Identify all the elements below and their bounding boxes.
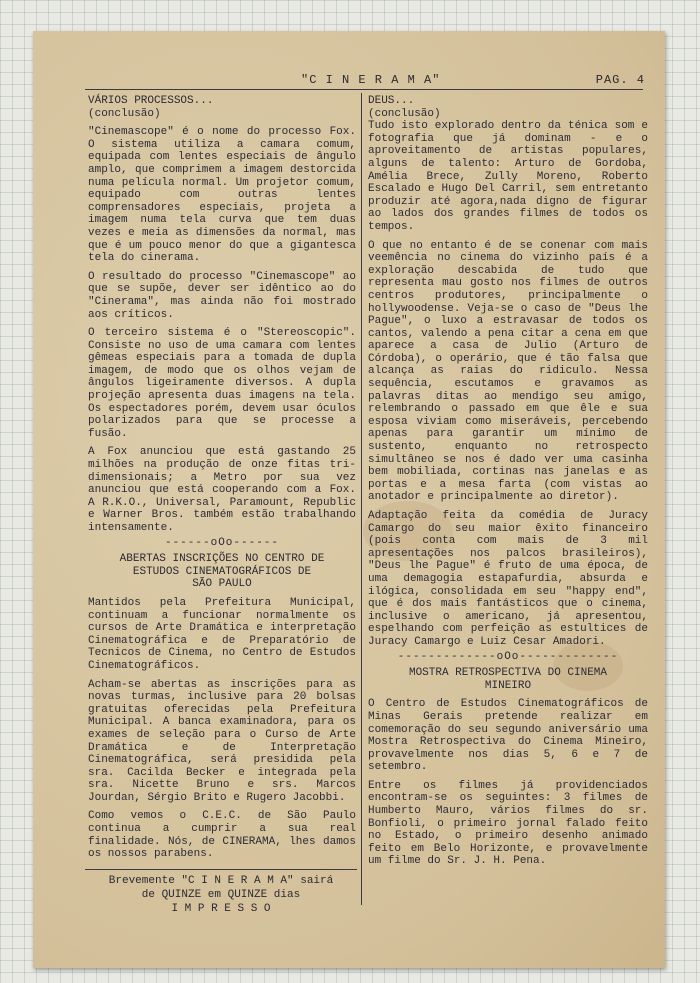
paragraph: O Centro de Estudos Cinematográficos de Minas Gerais pretende realizar em comemoração do seu segundo aniversário uma Mostra Retrospectiva do Cinema Mineiro, provavelmente nos dias 5, 6 e 7 de setembro. xyxy=(368,698,648,774)
right-column xyxy=(368,95,648,868)
article-subheading: (conclusão) xyxy=(368,107,441,120)
paragraph: Entre os filmes já providenciados encontram-se os seguintes: 3 filmes de Humberto Mauro, vários filmes do sr. Bonfioli, o primeiro jornal falado feito no Estado, o primeiro desenho animado feito em Belo Horizonte, e provavelmente um filme do Sr. J. H. Pena. xyxy=(368,779,648,868)
paragraph: Adaptação feita da comédia de Juracy Camargo do seu maior êxito financeiro (pois conta com mais de 3 mil apresentações nos palcos brasileiros), "Deus lhe Pague" é fruto de uma época, de uma demagogia estapafurdia, absurda e ilógica, consolidada em seu "happy end", que é dos mais fantásticos que o cinema, inclusive o americano, já apresentou, espelhando com perfeição as estultices de Juracy Camargo e Luiz Cesar Amadori. xyxy=(368,510,648,648)
footer-line: I M P R E S S O xyxy=(171,903,271,915)
newsletter-title: "C I N E R A M A" xyxy=(301,73,441,87)
article-heading xyxy=(368,667,648,692)
paragraph: Como vemos o C.E.C. de São Paulo continua a cumprir a sua real finalidade. Nós, de CINERAMA, lhes damos os nossos parabens. xyxy=(88,810,356,861)
newsletter-page xyxy=(33,31,665,968)
announcement-footer xyxy=(85,874,357,916)
heading-line: MINEIRO xyxy=(484,679,532,692)
separator: -------------oOo------------- xyxy=(397,650,619,663)
paragraph: A Fox anunciou que está gastando 25 milhões na produção de onze fitas tri-dimensionais; a Metro por sua vez anunciou que está cooperando com a Fox. A R.K.O., Universal, Paramount, Republic e Warner Bros. também estão trabalhando intensamente. xyxy=(88,446,356,534)
article-heading: DEUS... xyxy=(368,95,415,107)
article-heading xyxy=(88,553,356,591)
paragraph: Acham-se abertas as inscrições para as novas turmas, inclusive para 20 bolsas gratuitas oferecidas pela Prefeitura Municipal. A banca examinadora, para os exames de seleção para o Curso de Arte Dramática e de Interpretação Cinematográfica, será presidida pela sra. Cacilda Becker e integrada pela sra. Nicette Bruno e srs. Marcos Jourdan, Sérgio Brito e Rugero Jacobbi. xyxy=(88,678,356,804)
heading-line: ESTUDOS CINEMATOGRÁFICOS DE xyxy=(132,565,312,578)
heading-line: SÃO PAULO xyxy=(192,578,252,591)
paragraph: "Cinemascope" é o nome do processo Fox. O sistema utiliza a camara comum, equipada com lentes especiais de ângulo amplo, que comprimem a imagem destorcida numa película normal. Um projetor comum, equipado com outras lentes comprensadores especiais, projeta a imagem numa tela curva que tem duas vezes e meia as dimensões da normal, mas que é um pouco menor do que a gigantesca tela do cinerama. xyxy=(88,126,356,265)
footer-line: Brevemente "C I N E R A M A" sairá xyxy=(108,875,334,887)
header-rule xyxy=(85,89,643,90)
separator: ------oOo------ xyxy=(164,536,280,549)
paragraph: Tudo isto explorado dentro da ténica som e fotografia que já dominam - e o aproveitamento de artistas populares, alguns de talento: Arturo de Gordoba, Amélia Brece, Zully Moreno, Roberto Escalado e Hugo Del Carril, sem entretanto produzir até agora,nada digno de figurar ao lados dos grandes filmes de todos os tempos. xyxy=(368,120,648,233)
page-number: PAG. 4 xyxy=(595,73,645,87)
footer-line: de QUINZE em QUINZE dias xyxy=(141,889,301,901)
paragraph: Mantidos pela Prefeitura Municipal, continuam a funcionar normalmente os cursos de Arte Dramática e interpretação Cinematográfica e de Preparatório de Tecnicos de Cinema, no Centro de Estudos Cinematográficos. xyxy=(88,596,356,672)
page-header xyxy=(33,73,665,89)
paragraph: O terceiro sistema é o "Stereoscopic". Consiste no uso de uma camara com lentes gêmeas especiais para a tomada de dupla imagem, de modo que os olhos vejam de ângulos ligeiramente diversos. A dupla projeção apresenta duas imagens na tela. Os espectadores porém, devem usar óculos polarizados para que se processe a fusão. xyxy=(88,327,356,440)
article-heading: VÁRIOS PROCESSOS... xyxy=(88,95,214,107)
heading-line: MOSTRA RETROSPECTIVA DO CINEMA xyxy=(408,667,608,680)
footer-rule xyxy=(85,869,357,870)
paragraph: O resultado do processo "Cinemascope" ao que se supõe, dever ser idêntico ao do "Cinerama", mas ainda não foi mostrado aos críticos. xyxy=(88,270,356,321)
paragraph: O que no entanto é de se conenar com mais veemência no cinema do vizinho país é a exploração descabida de tudo que representa mau gosto nos filmes de outros centros produtores, principalmente o hollywoodense. Veja-se o caso de "Deus lhe Pague", o luxo a estravasar de todos os cantos, valendo a pena citar a cena em que aparece a casa de Julio (Arturo de Córdoba), o operário, que é tão falsa que alcança as raias do ridiculo. Nessa sequência, escutamos e gravamos as palavras ditas ao mendigo seu amigo, relembrando o passado em que êle e sua esposa viviam como miseráveis, percebendo apenas para garantir um mínimo de sustento, enquanto no retrospecto simultâneo se nos é dado ver uma casinha bem mobiliada, cortinas nas janelas e as portas e a mesa farta (com vistas ao anotador e principalmente ao diretor). xyxy=(368,239,648,504)
heading-line: ABERTAS INSCRIÇÕES NO CENTRO DE xyxy=(119,553,325,566)
column-divider xyxy=(361,93,362,905)
article-subheading: (conclusão) xyxy=(88,107,161,120)
left-column xyxy=(88,95,356,861)
